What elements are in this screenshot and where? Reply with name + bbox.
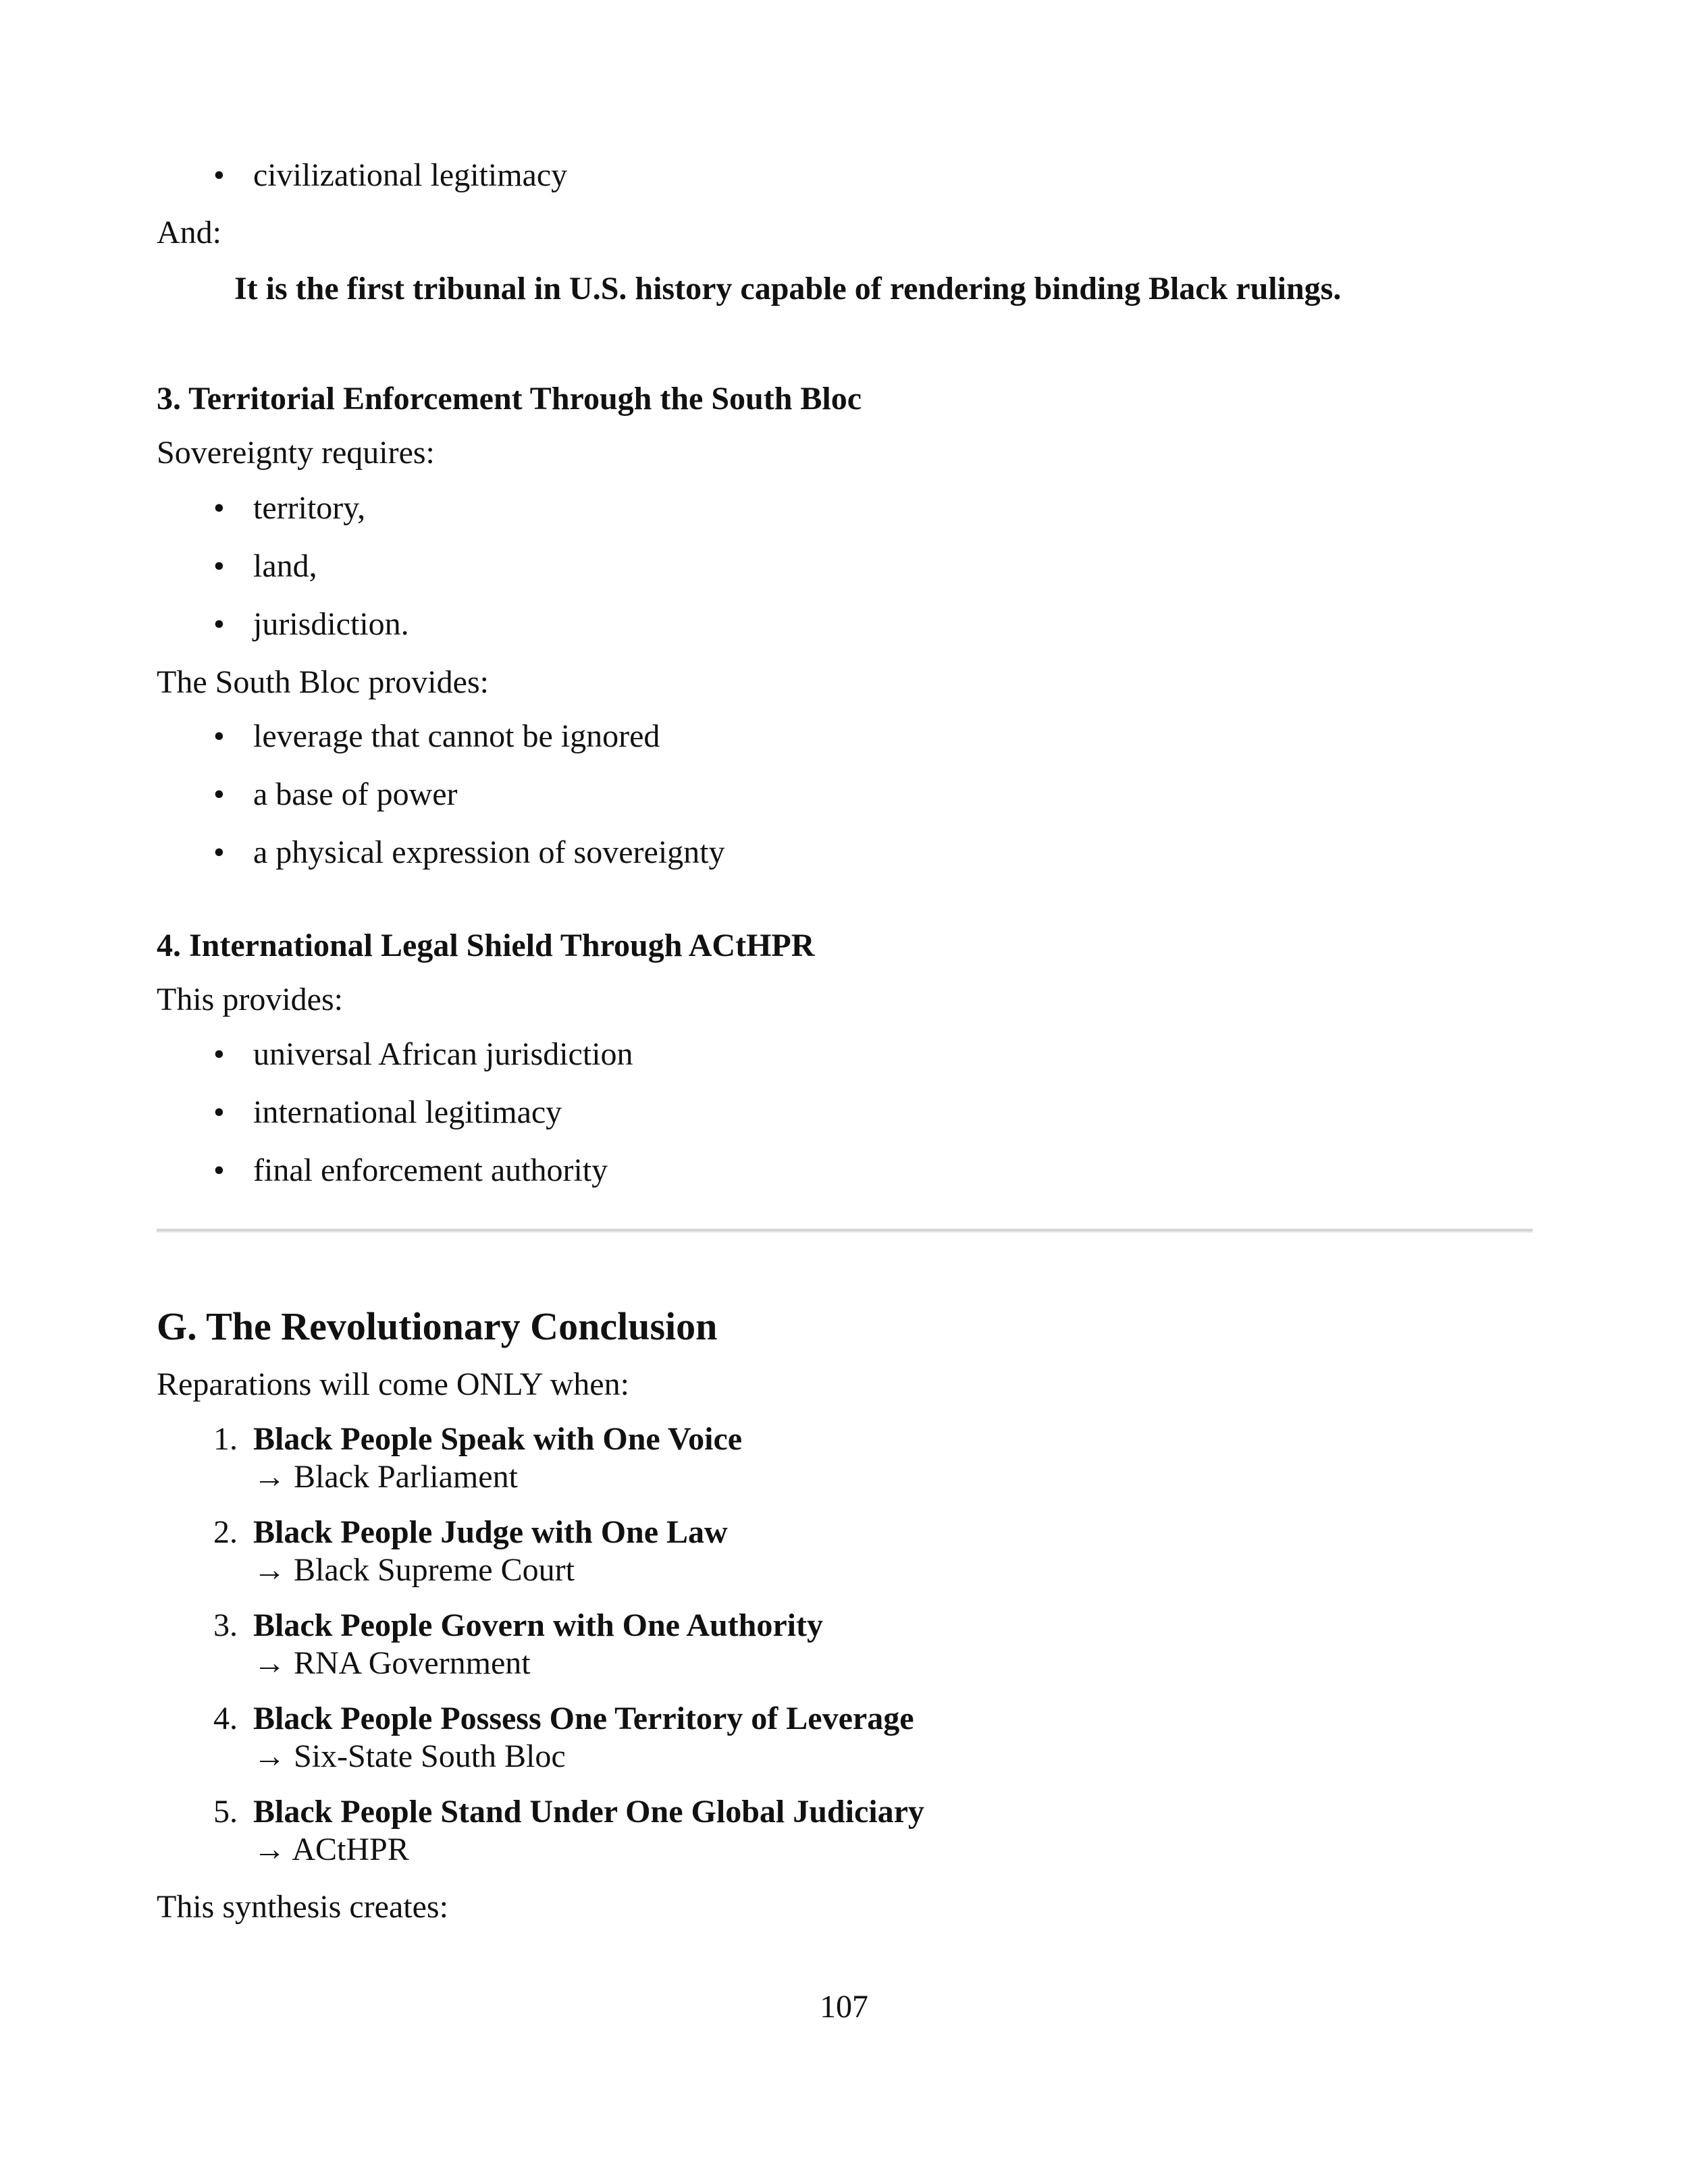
step-number: 1. (213, 1421, 238, 1457)
step-result: → ACtHPR (253, 1832, 409, 1867)
list-item: • territory, (213, 490, 366, 526)
list-item: • civilizational legitimacy (213, 157, 568, 193)
step-title: Black People Judge with One Law (253, 1514, 728, 1550)
section-4-heading: 4. International Legal Shield Through ACtHPR (157, 928, 815, 963)
closing-line: This synthesis creates: (157, 1889, 448, 1925)
section-3-intro: Sovereignty requires: (157, 435, 435, 471)
list-item (157, 1607, 1534, 1682)
step-result: → Six-State South Bloc (253, 1738, 566, 1774)
section-g-heading: G. The Revolutionary Conclusion (157, 1304, 718, 1348)
section-3-heading: 3. Territorial Enforcement Through the South Bloc (157, 381, 862, 417)
bullet-icon: • (213, 1036, 225, 1072)
bullet-icon: • (213, 718, 225, 754)
page-number: 107 (820, 1989, 868, 2025)
step-title: Black People Possess One Territory of Leverage (253, 1701, 914, 1736)
list-item: • leverage that cannot be ignored (213, 718, 660, 754)
step-number: 3. (213, 1607, 238, 1643)
bullet-icon: • (213, 1152, 225, 1188)
list-item (157, 1700, 1534, 1776)
provides-intro: The South Bloc provides: (157, 664, 489, 700)
step-title: Black People Speak with One Voice (253, 1421, 743, 1457)
and-label: And: (157, 215, 221, 250)
top-bullet-list (157, 157, 1534, 194)
step-result: → RNA Government (253, 1645, 531, 1681)
section-4-list (157, 1036, 1534, 1190)
list-item: • jurisdiction. (213, 606, 409, 642)
provides-list (157, 718, 1534, 872)
list-item (157, 1420, 1534, 1496)
list-item: • land, (213, 548, 317, 584)
bullet-icon: • (213, 490, 225, 526)
tribunal-statement: It is the first tribunal in U.S. history capable of rendering binding Black rulings. (234, 271, 1342, 307)
section-4-intro: This provides: (157, 982, 343, 1017)
section-g-intro: Reparations will come ONLY when: (157, 1366, 629, 1402)
bullet-icon: • (213, 606, 225, 642)
list-item: • universal African jurisdiction (213, 1036, 633, 1072)
bullet-icon: • (213, 548, 225, 584)
step-number: 5. (213, 1794, 238, 1830)
bullet-icon: • (213, 1094, 225, 1130)
list-item: • final enforcement authority (213, 1152, 608, 1188)
step-result: → Black Parliament (253, 1459, 518, 1495)
list-item (157, 1514, 1534, 1589)
list-item: • international legitimacy (213, 1094, 562, 1130)
step-number: 2. (213, 1514, 238, 1550)
bullet-icon: • (213, 834, 225, 870)
section-divider (157, 1229, 1533, 1233)
conclusion-steps (157, 1420, 1534, 1869)
step-title: Black People Govern with One Authority (253, 1607, 823, 1643)
bullet-icon: • (213, 776, 225, 812)
step-number: 4. (213, 1701, 238, 1736)
step-title: Black People Stand Under One Global Judiciary (253, 1794, 924, 1830)
bullet-icon: • (213, 157, 225, 193)
step-result: → Black Supreme Court (253, 1552, 575, 1588)
requires-list (157, 489, 1534, 643)
list-item: • a base of power (213, 776, 458, 812)
list-item (157, 1793, 1534, 1869)
list-item: • a physical expression of sovereignty (213, 834, 725, 870)
